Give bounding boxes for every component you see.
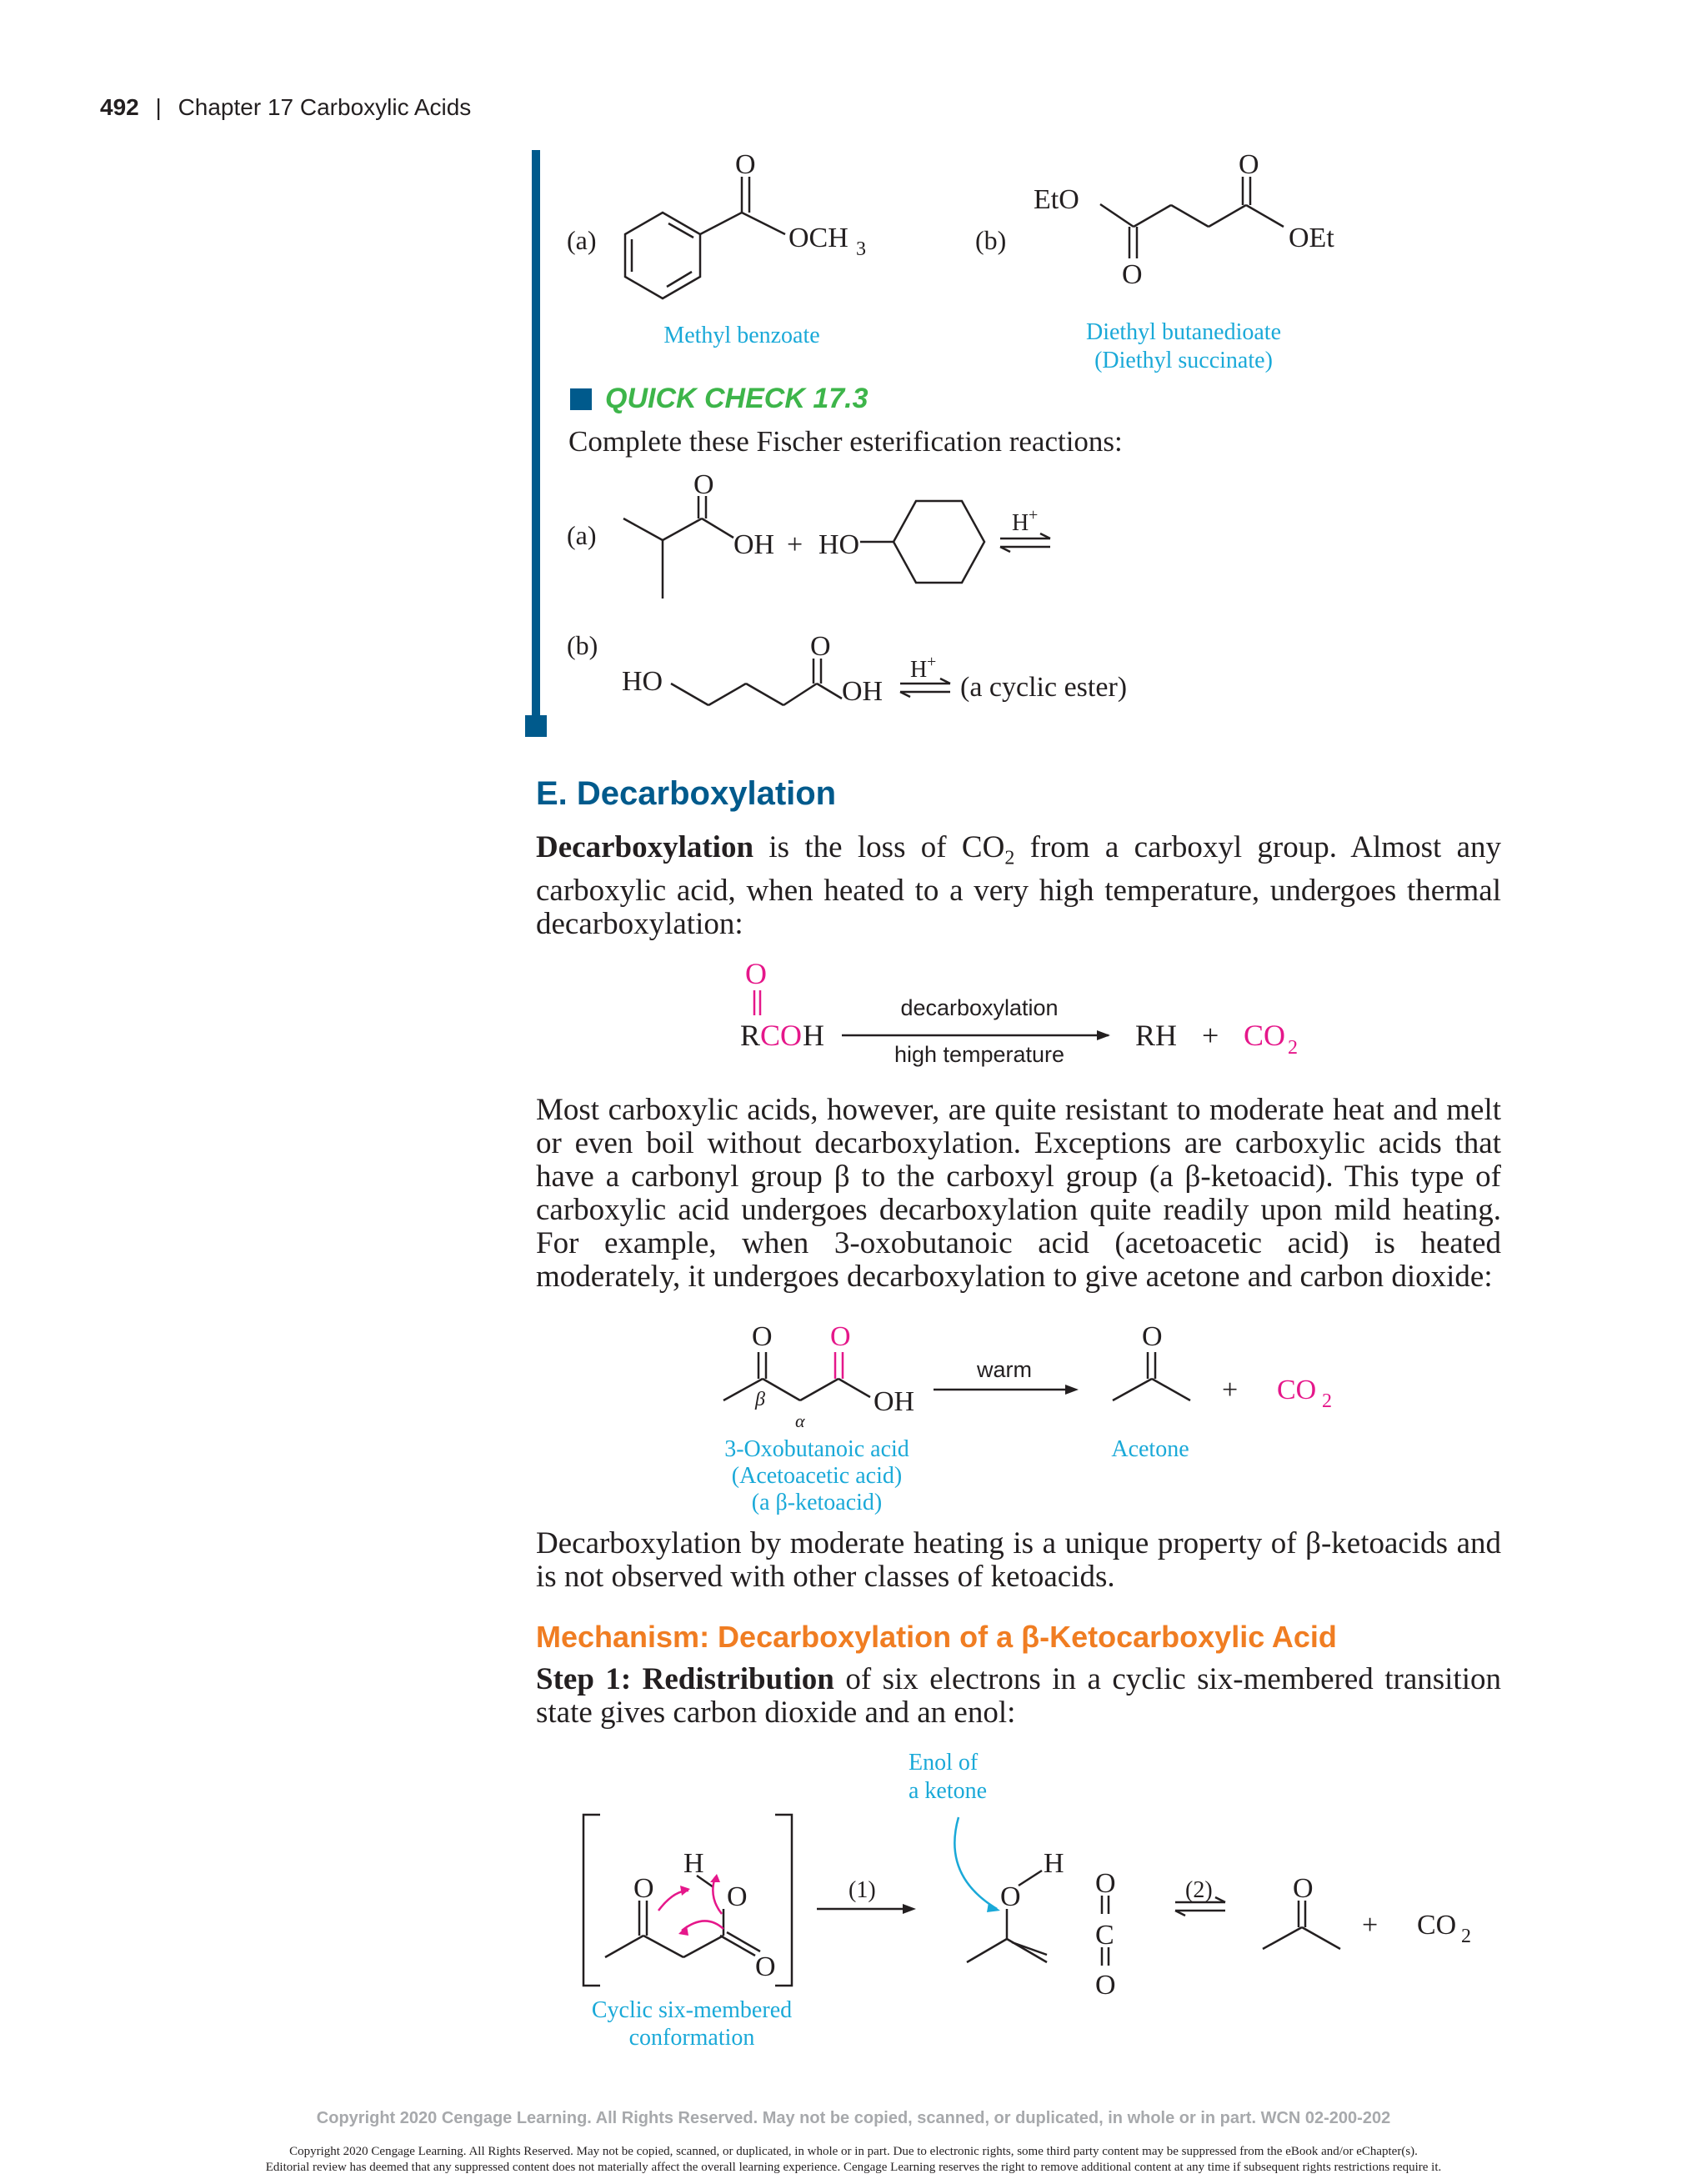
section-heading: E. Decarboxylation	[536, 775, 837, 812]
svg-text:CO: CO	[1277, 1375, 1317, 1405]
benzene-ring	[625, 213, 700, 298]
svg-text:O: O	[1000, 1881, 1021, 1912]
svg-text:H: H	[683, 1848, 704, 1879]
svg-text:2: 2	[1288, 1037, 1298, 1059]
step-label: Step 1: Redistribution	[536, 1662, 834, 1696]
svg-text:C: C	[1095, 1920, 1114, 1951]
svg-text:+: +	[1222, 1375, 1239, 1405]
quick-check-square	[570, 388, 592, 410]
svg-text:3: 3	[856, 238, 866, 260]
svg-text:OCH: OCH	[788, 223, 848, 253]
ts-label-1: Cyclic six-membered	[591, 1997, 793, 2023]
quick-check-reactions	[0, 450, 1707, 717]
page-number: 492	[100, 94, 139, 120]
svg-text:O: O	[633, 1873, 654, 1904]
svg-text:+: +	[927, 653, 937, 671]
svg-text:H: H	[1012, 510, 1029, 536]
qc-b-tag: (b)	[567, 630, 598, 660]
rxn1-below-label: high temperature	[894, 1042, 1065, 1067]
oxobutanoic-label-1: 3-Oxobutanoic acid	[724, 1436, 909, 1462]
paragraph-3: Decarboxylation by moderate heating is a unique property of β-ketoacids and is not observed with other classes of ketoacids.	[536, 1526, 1501, 1594]
svg-text:EtO: EtO	[1034, 184, 1079, 215]
qc-b-product: (a cyclic ester)	[960, 672, 1128, 703]
acetoacetic-decarboxylation	[0, 1309, 1707, 1434]
svg-text:CO: CO	[1244, 1019, 1286, 1052]
svg-text:O: O	[1122, 259, 1143, 290]
oxobutanoic-label-2: (Acetoacetic acid)	[731, 1463, 903, 1489]
arrow-1-label: (1)	[848, 1877, 876, 1903]
svg-text:O: O	[755, 1951, 776, 1982]
svg-text:OH: OH	[842, 676, 884, 707]
svg-text:OH: OH	[874, 1386, 915, 1417]
svg-text:CO: CO	[760, 1019, 803, 1052]
oxobutanoic-label-3: (a β-ketoacid)	[751, 1490, 883, 1515]
svg-text:O: O	[693, 469, 714, 500]
diethyl-succinate-label: (Diethyl succinate)	[1094, 348, 1273, 373]
footer-copyright-line-2: Copyright 2020 Cengage Learning. All Rights Reserved. May not be copied, scanned, or duplicated, in whole or in part. Due to electronic rights, some third party content may be suppressed from the eBook and/or eChapter(s).	[289, 2145, 1418, 2158]
cyclohexane-ring	[894, 501, 984, 583]
quick-check-bar-end	[525, 715, 547, 737]
enol-label-2: a ketone	[909, 1778, 988, 1804]
svg-text:O: O	[810, 631, 831, 662]
ts-label-2: conformation	[628, 2025, 755, 2051]
svg-text:O: O	[1095, 1970, 1116, 2001]
svg-text:O: O	[1095, 1868, 1116, 1899]
acetone-label: Acetone	[1111, 1436, 1189, 1462]
svg-text:2: 2	[1322, 1390, 1332, 1412]
svg-text:O: O	[1293, 1873, 1314, 1904]
paragraph-2: Most carboxylic acids, however, are quite resistant to moderate heat and melt or even boil without decarboxylation. Exceptions are carboxylic acids that have a carbonyl group β to the carboxyl group (a β-ketoacid). This type of carboxylic acid undergoes decarboxylation quite readily upon mild heating. For example, when 3-oxobutanoic acid (acetoacetic acid) is heated moderately, it undergoes decarboxylation to give acetone and carbon dioxide:	[536, 1093, 1501, 1294]
methyl-benzoate-label: Methyl benzoate	[663, 323, 820, 348]
example-a-tag: (a)	[567, 225, 597, 255]
footer-copyright-main: Copyright 2020 Cengage Learning. All Rights Reserved. May not be copied, scanned, or duplicated, in whole or in part. WCN 02-200-202	[316, 2109, 1391, 2127]
svg-text:β: β	[755, 1389, 765, 1410]
svg-text:O: O	[1142, 1321, 1163, 1352]
svg-text:+: +	[787, 529, 803, 560]
svg-text:O: O	[1239, 149, 1259, 180]
svg-text:2: 2	[1461, 1926, 1471, 1947]
footer-copyright-line-3: Editorial review has deemed that any suppressed content does not materially affect the overall learning experience. Cengage Learning reserves the right to remove additional content at any time if subsequent rights restrictions require it.	[265, 2161, 1442, 2174]
svg-text:H: H	[1044, 1848, 1064, 1879]
svg-text:O: O	[830, 1321, 851, 1352]
chapter-title: Chapter 17 Carboxylic Acids	[178, 94, 472, 120]
svg-text:O: O	[727, 1881, 748, 1912]
svg-text:+: +	[1202, 1019, 1219, 1052]
svg-text:α: α	[795, 1410, 805, 1431]
svg-text:OEt: OEt	[1289, 223, 1334, 253]
svg-text:+: +	[1029, 506, 1039, 524]
svg-text:O: O	[745, 957, 767, 990]
enol-label-1: Enol of	[909, 1750, 979, 1776]
svg-text:H: H	[910, 657, 928, 683]
svg-text:O: O	[735, 149, 756, 180]
quick-check-title: QUICK CHECK 17.3	[605, 383, 869, 414]
svg-text:OH: OH	[733, 529, 775, 560]
example-b-tag: (b)	[975, 225, 1007, 255]
svg-text:R: R	[740, 1019, 761, 1052]
quick-check-prompt: Complete these Fischer esterification reactions:	[568, 425, 1123, 458]
svg-text:HO: HO	[622, 666, 663, 697]
diethyl-butanedioate-label: Diethyl butanedioate	[1085, 319, 1282, 345]
header-separator: |	[155, 94, 162, 120]
svg-text:RH: RH	[1135, 1019, 1178, 1052]
svg-text:HO: HO	[818, 529, 860, 560]
svg-text:CO: CO	[1417, 1910, 1457, 1941]
paragraph-1: Decarboxylation is the loss of $CO_2$ from a carboxyl group. Almost any carboxylic acid, when heated to a very high temperature, undergoes thermal decarboxylation:	[536, 830, 1501, 942]
rxn1-above-label: decarboxylation	[900, 995, 1059, 1020]
decarboxylation-term: Decarboxylation	[536, 830, 754, 864]
mechanism-step-1: Step 1: Redistribution of six electrons in a cyclic six-membered transition state gives carbon dioxide and an enol:	[536, 1662, 1501, 1730]
rxn2-condition: warm	[977, 1357, 1032, 1382]
svg-text:H: H	[803, 1019, 824, 1052]
svg-text:O: O	[752, 1321, 773, 1352]
qc-a-tag: (a)	[567, 520, 597, 550]
arrow-2-label: (2)	[1185, 1877, 1213, 1903]
svg-text:+: +	[1362, 1910, 1379, 1941]
decarboxylation-reaction	[0, 942, 1707, 1084]
example-structures	[0, 0, 1707, 400]
mechanism-title: Mechanism: Decarboxylation of a β-Ketocarboxylic Acid	[536, 1620, 1337, 1654]
